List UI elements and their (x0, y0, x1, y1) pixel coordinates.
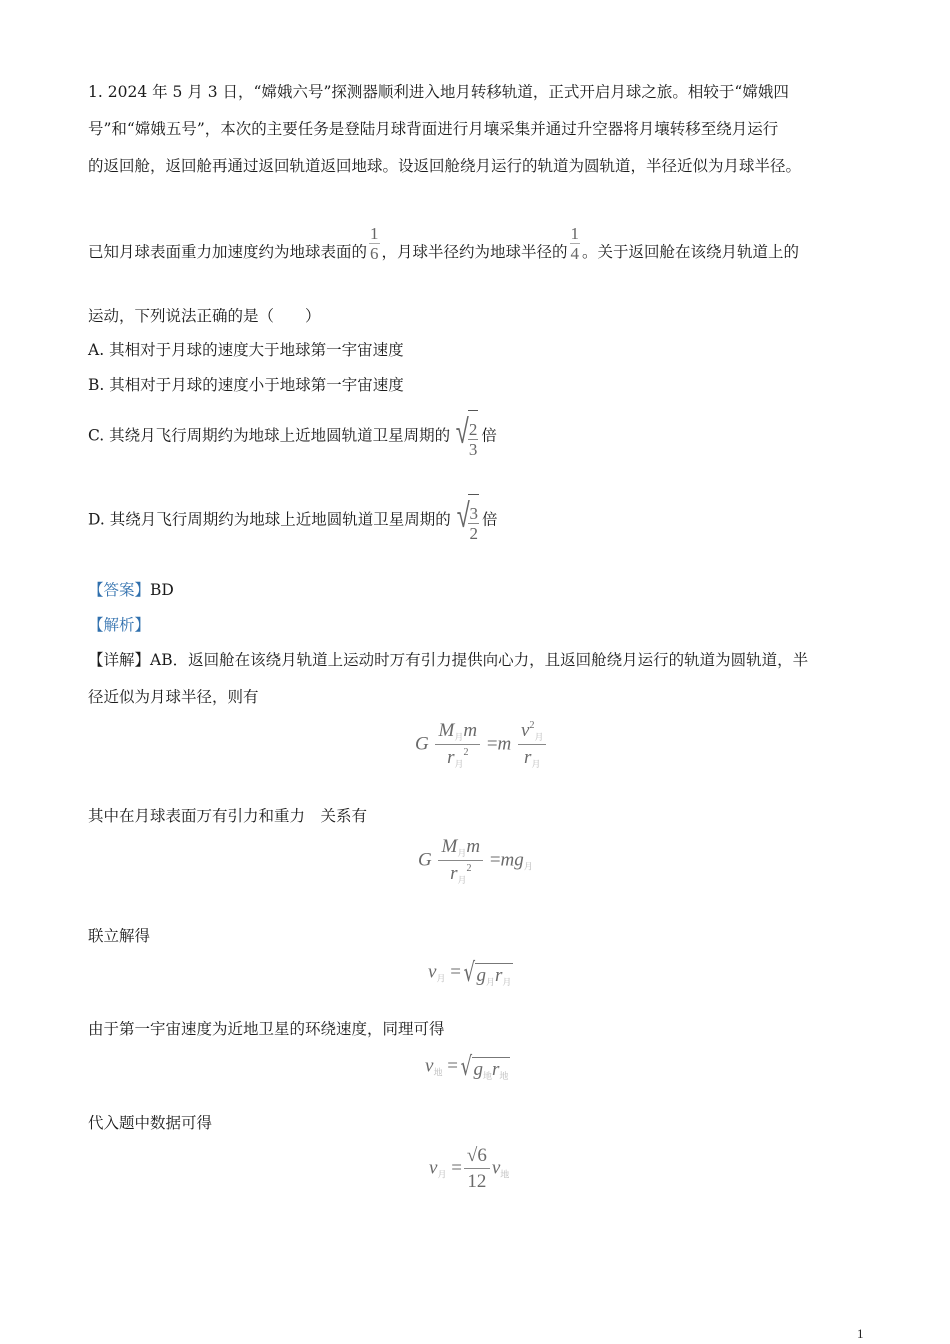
question-stem-line-3: 的返回舱，返回舱再通过返回轨道返回地球。设返回舱绕月运行的轨道为圆轨道，半径近似为月球半径。 (88, 157, 802, 175)
analysis-label: 【解析】 (88, 616, 151, 634)
option-b: B. 其相对于月球的速度小于地球第一宇宙速度 (88, 376, 404, 394)
option-label: C. (88, 426, 105, 445)
equation-moon-velocity: $v_月$ = √ $g_月r_月$ (428, 958, 512, 988)
sqrt-three-halves: √ $\frac{3}{2}$ (454, 494, 479, 547)
answer-value: BD (150, 581, 174, 599)
detail-line-1: 【详解】AB．返回舱在该绕月轨道上运动时万有引力提供向心力，且返回舱绕月运行的轨道为圆轨道，半 (88, 651, 809, 669)
option-a: A. 其相对于月球的速度大于地球第一宇宙速度 (88, 341, 404, 359)
question-number: 1. (88, 83, 103, 101)
option-c: C. 其绕月飞行周期约为地球上近地圆轨道卫星周期的 √ $\frac{2}{3}$ 倍 (88, 410, 497, 463)
text-first-cosmic-velocity: 由于第一宇宙速度为近地卫星的环绕速度，同理可得 (88, 1020, 445, 1038)
answer-row (88, 580, 174, 600)
question-stem-line-2: 号”和“嫦娥五号”，本次的主要任务是登陆月球背面进行月壤采集并通过升空器将月壤转移至绕月运行 (88, 120, 779, 138)
analysis-row (88, 615, 150, 635)
text-substitute: 代入题中数据可得 (88, 1114, 213, 1132)
sqrt-two-thirds: √ $\frac{2}{3}$ (453, 410, 478, 463)
option-label: A. (88, 341, 105, 359)
question-stem-line-5: 运动，下列说法正确的是（ ） (88, 307, 321, 325)
answer-label: 【答案】 (88, 581, 151, 599)
detail-label: 【详解】 (88, 651, 151, 669)
fraction-one-sixth: $\frac{1}{6}$ (370, 223, 379, 263)
text-combine: 联立解得 (88, 927, 151, 945)
page-number: 1 (857, 1326, 864, 1341)
equation-gravity-centripetal: G $M_月m$ $r_月^2$ =m $v^2_月$ $r_月$ (415, 720, 548, 770)
equation-earth-velocity: $v_地$ = √ $g_地r_地$ (425, 1052, 509, 1082)
option-label: B. (88, 376, 105, 394)
question-stem-line-4: 已知月球表面重力加速度约为地球表面的 $\frac{1}{6}$ ，月球半径约为地球半径的 $\frac{1}{4}$ 。关于返回舱在该绕月轨道上的 (88, 223, 800, 263)
option-label: D. (88, 510, 105, 529)
equation-surface-gravity: G $M_月m$ $r_月^2$ $=mg_月$ (418, 836, 533, 886)
option-d: D. 其绕月飞行周期约为地球上近地圆轨道卫星周期的 √ $\frac{3}{2}$ 倍 (88, 494, 497, 547)
text-gravity-relation: 其中在月球表面万有引力和重力 关系有 (88, 807, 368, 825)
question-stem-line-1: 1. 2024 年 5 月 3 日，“嫦娥六号”探测器顺利进入地月转移轨道，正式开启月球之旅。相较于“嫦娥四 (88, 83, 789, 101)
fraction-one-quarter: $\frac{1}{4}$ (570, 223, 580, 263)
detail-line-2: 径近似为月球半径，则有 (88, 688, 259, 706)
equation-velocity-ratio: $v_月$ = $\frac{√6}{12}$ $v_地$ (429, 1145, 510, 1192)
